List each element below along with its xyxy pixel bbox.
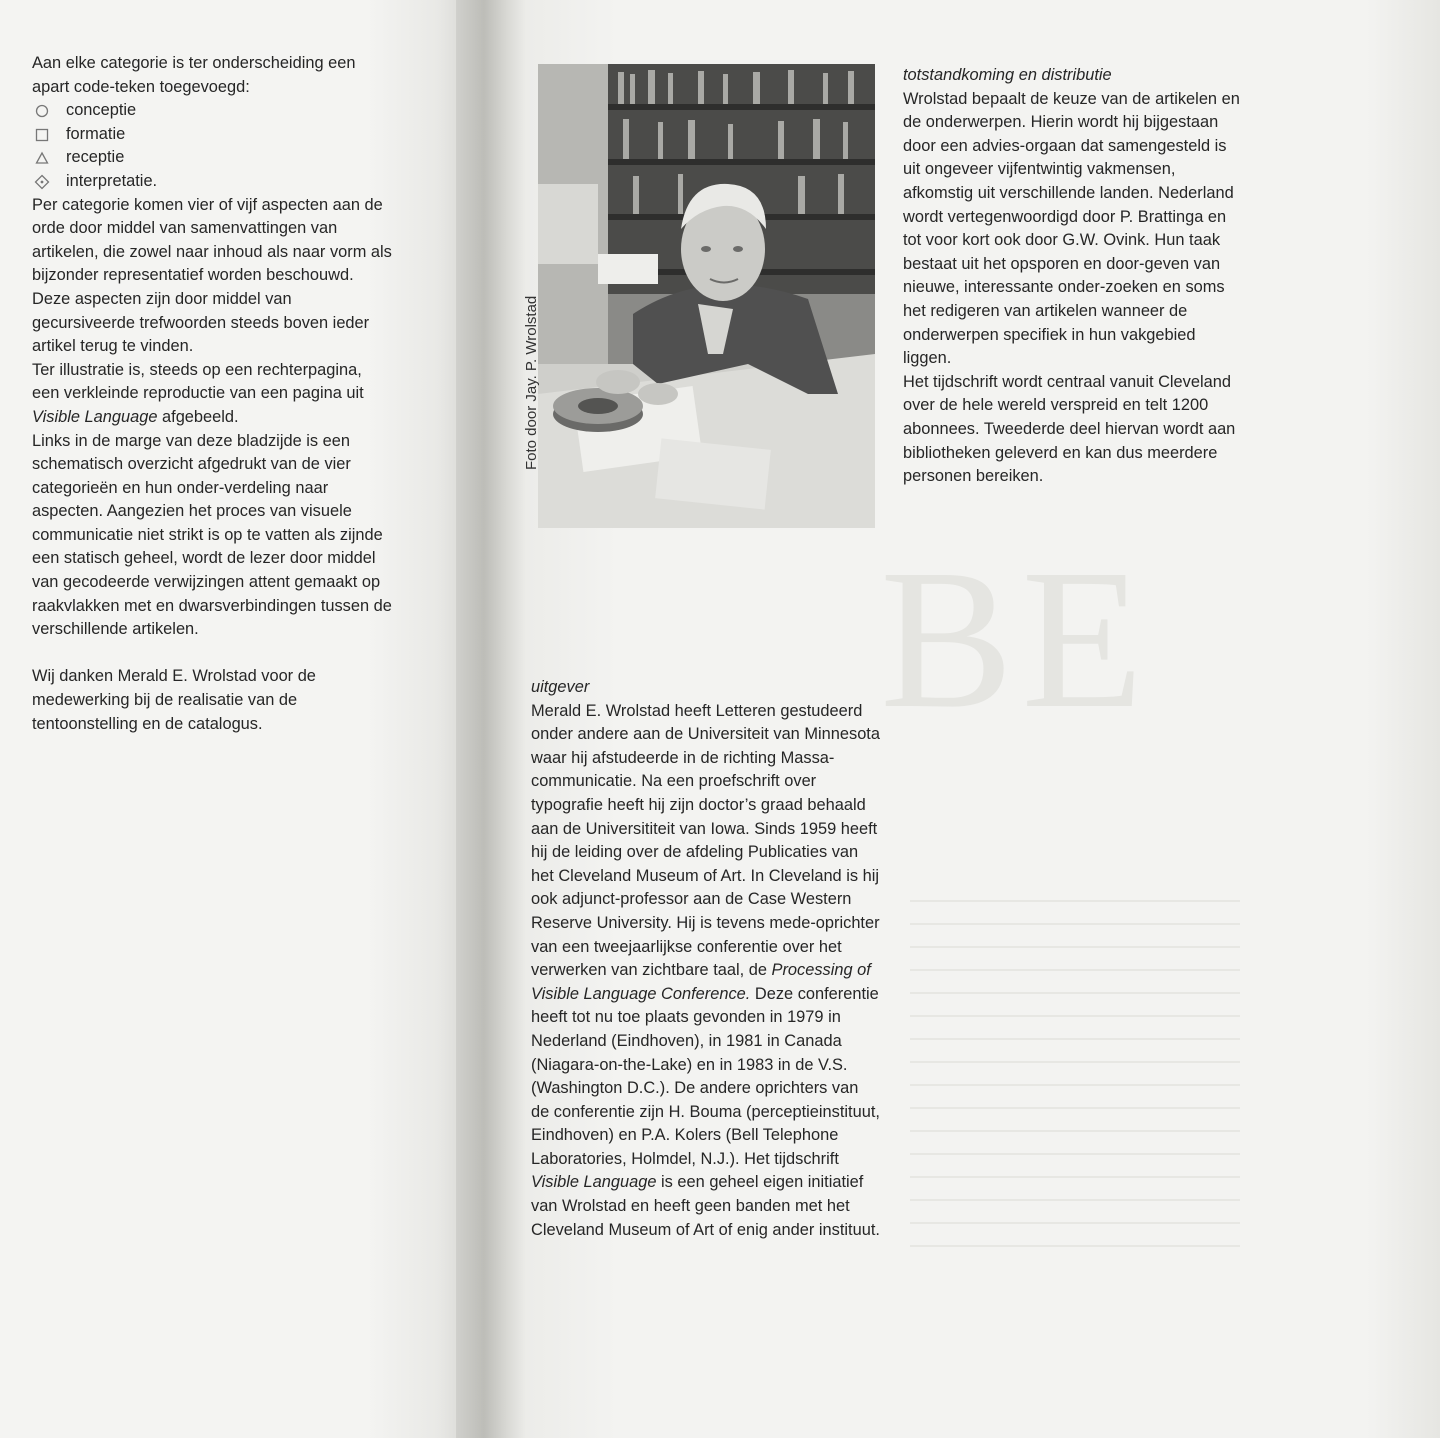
paragraph-text: Ter illustratie is, steeds op een rechterpagina, een verkleinde reproductie van een pagina uit — [32, 360, 364, 403]
list-item — [32, 146, 392, 170]
distribution-section — [903, 64, 1248, 489]
paragraph — [32, 359, 392, 430]
publisher-section — [531, 676, 881, 1242]
section-heading: uitgever — [531, 678, 590, 696]
paragraph: Per categorie komen vier of vijf aspecten aan de orde door middel van samenvattingen van artikelen, die zowel naar inhoud als naar vorm als bijzonder representatief worden beschouwd. Deze aspecten zijn door middel van gecursiveerde trefwoorden steeds boven ieder artikel terug te vinden. — [32, 195, 392, 356]
triangle-icon — [32, 146, 52, 170]
thanks-paragraph: Wij danken Merald E. Wrolstad voor de medewerking bij de realisatie van de tentoonstelling en de catalogus. — [32, 667, 316, 733]
paragraph: Wrolstad bepaalt de keuze van de artikelen en de onderwerpen. Hierin wordt hij bijgestaan door een advies-orgaan dat samengesteld is uit ongeveer vijfentwintig vakmensen, afkomstig uit verschillende landen. Nederland wordt vertegenwoordigd door P. Brattinga en tot voor kort ook door G.W. Ovink. Hun taak bestaat uit het opsporen en door-geven van nieuwe, interessante onder-zoeken en soms het redigeren van artikelen wanneer de onderwerpen specifiek in hun vakgebied liggen. — [903, 89, 1240, 368]
paragraph-text: Merald E. Wrolstad heeft Letteren gestudeerd onder andere aan de Universiteit van Minnesota waar hij afstudeerde in de richting Massa-communicatie. Na een proefschrift over typografie heeft hij zijn doctor’s graad behaald aan de Universititeit van Iowa. Sinds 1959 heeft hij de leiding over de afdeling Publicaties van het Cleveland Museum of Art. In Cleveland is hij ook adjunct-professor aan de Case Western Reserve University. Hij is tevens mede-oprichter van een tweejaarlijkse conferentie over het verwerken van zichtbare taal, de — [531, 701, 880, 980]
square-icon — [32, 123, 52, 147]
paragraph: Het tijdschrift wordt centraal vanuit Cleveland over de hele wereld verspreid en telt 1200 abonnees. Tweederde deel hiervan wordt aan bibliotheken geleverd en kan dus meerdere personen bereiken. — [903, 372, 1236, 486]
list-item — [32, 170, 392, 194]
circle-icon — [32, 99, 52, 123]
portrait-photo — [538, 64, 875, 528]
diamond-icon — [32, 170, 52, 194]
italic-title: Visible Language — [531, 1173, 657, 1192]
photo-credit-text: Foto door Jay. P. Wrolstad — [523, 295, 540, 470]
list-item — [32, 123, 392, 147]
paragraph-text: is een geheel eigen initiatief van Wrolstad en heeft geen banden met het Cleveland Museum of Art of enig ander instituut. — [531, 1173, 880, 1239]
category-label: conceptie — [66, 101, 137, 120]
show-through-text: BE — [880, 540, 1240, 1300]
list-item — [32, 99, 392, 123]
category-list — [32, 99, 392, 193]
intro-paragraph: Aan elke categorie is ter onderscheiding een apart code-teken toegevoegd: — [32, 54, 356, 96]
italic-title: Visible Language — [32, 407, 158, 426]
left-column — [32, 52, 392, 736]
category-label: interpretatie. — [66, 171, 158, 190]
paragraph: Links in de marge van deze bladzijde is een schematisch overzicht afgedrukt van de vier categorieën en hun onder-verdeling naar aspecten. Aangezien het proces van visuele communicatie niet strikt is op te vatten als zijnde een statisch geheel, wordt de lezer door middel van gecodeerde verwijzingen attent gemaakt op raakvlakken met en dwarsverbindingen tussen de verschillende artikelen. — [32, 431, 392, 639]
italic-title: Processing of Visible Language Conference. — [531, 961, 871, 1003]
category-label: formatie — [66, 124, 126, 143]
category-label: receptie — [66, 148, 125, 167]
section-heading: totstandkoming en distributie — [903, 66, 1112, 84]
paragraph-text: Deze conferentie heeft tot nu toe plaats gevonden in 1979 in Nederland (Eindhoven), in 1981 in Canada (Niagara-on-the-Lake) en in 1983 in de V.S. (Washington D.C.). De andere oprichters van de conferentie zijn H. Bouma (perceptieinstituut, Eindhoven) en P.A. Kolers (Bell Telephone Laboratories, Holmdel, N.J.). Het tijdschrift — [531, 984, 880, 1168]
paragraph-text: afgebeeld. — [157, 407, 239, 426]
book-gutter — [456, 0, 526, 1438]
paragraph — [531, 700, 881, 1243]
